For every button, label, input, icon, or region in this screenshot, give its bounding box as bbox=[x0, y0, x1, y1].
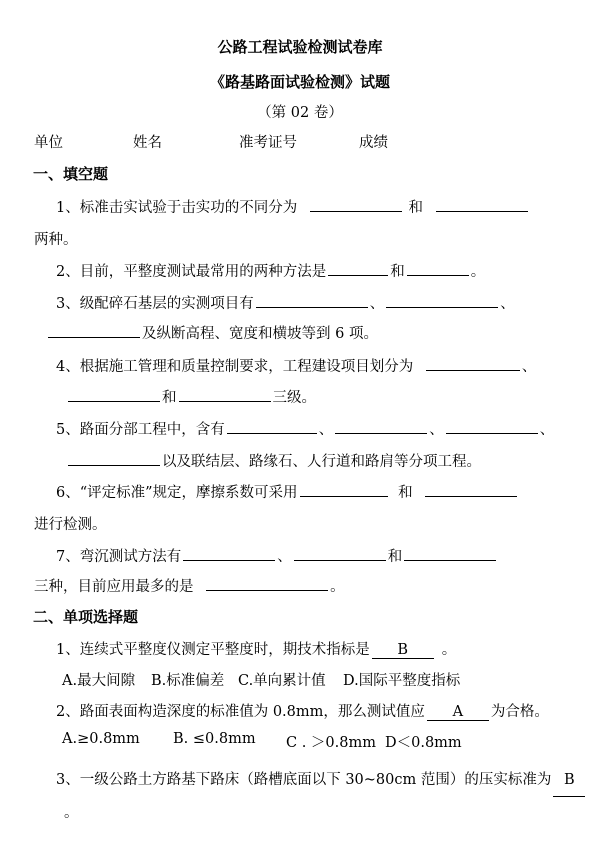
answer-blank[interactable] bbox=[310, 197, 402, 212]
answer-blank[interactable] bbox=[436, 197, 528, 212]
answer-blank[interactable] bbox=[256, 293, 368, 308]
s1-q5-line1: 5、路面分部工程中，含有 、 、 、 bbox=[56, 418, 554, 439]
answer-blank[interactable] bbox=[206, 576, 328, 591]
answer-blank[interactable] bbox=[404, 546, 496, 561]
s1-q2: 2、目前，平整度测试最常用的两种方法是 和 。 bbox=[56, 260, 485, 281]
answer-blank[interactable] bbox=[446, 419, 538, 434]
field-exam-id: 准考证号 bbox=[239, 135, 297, 151]
s2-q3: 3、一级公路土方路基下路床（路槽底面以下 30~80cm 范围）的压实标准为 B。 bbox=[56, 764, 596, 829]
answer-blank[interactable] bbox=[227, 419, 317, 434]
section1-heading: 一、填空题 bbox=[33, 165, 109, 183]
field-name: 姓名 bbox=[133, 135, 162, 151]
volume-number: （第 02 卷） bbox=[257, 105, 343, 121]
answer-blank[interactable] bbox=[183, 546, 275, 561]
option-c[interactable]: C . ＞0.8mm bbox=[286, 735, 376, 751]
field-unit: 单位 bbox=[34, 135, 63, 151]
answer-blank[interactable] bbox=[68, 387, 160, 402]
field-score: 成绩 bbox=[359, 135, 388, 151]
s2-q1: 1、连续式平整度仪测定平整度时，期技术指标是 B 。 bbox=[56, 642, 457, 658]
answer-blank[interactable] bbox=[48, 323, 140, 338]
answer-filled[interactable]: B bbox=[553, 764, 585, 797]
s1-q4-line1: 4、根据施工管理和质量控制要求，工程建设项目划分为 、 bbox=[56, 355, 536, 376]
answer-blank[interactable] bbox=[68, 451, 160, 466]
option-d[interactable]: D.国际平整度指标 bbox=[343, 673, 461, 689]
s1-q6-line1: 6、“评定标准”规定，摩擦系数可采用 和 bbox=[56, 481, 519, 502]
answer-blank[interactable] bbox=[425, 482, 517, 497]
s2-q2: 2、路面表面构造深度的标准值为 0.8mm，那么测试值应 A 为合格。 bbox=[56, 704, 549, 720]
option-b[interactable]: B. ≤0.8mm bbox=[173, 731, 256, 747]
s1-q4-line2: 和 三级。 bbox=[66, 386, 316, 407]
answer-blank[interactable] bbox=[328, 261, 388, 276]
answer-blank[interactable] bbox=[426, 356, 520, 371]
s1-q7-line1: 7、弯沉测试方法有 、 和 bbox=[56, 545, 498, 566]
option-a[interactable]: A.最大间隙 bbox=[62, 673, 136, 689]
s1-q1-line1: 1、标准击实试验于击实功的不同分为 和 bbox=[56, 196, 530, 217]
answer-blank[interactable] bbox=[407, 261, 469, 276]
option-d[interactable]: D＜0.8mm bbox=[385, 735, 462, 751]
s1-q3-line1: 3、级配碎石基层的实测项目有 、 、 bbox=[56, 292, 515, 313]
answer-blank[interactable] bbox=[300, 482, 388, 497]
answer-filled[interactable]: B bbox=[372, 642, 434, 659]
option-c[interactable]: C.单向累计值 bbox=[238, 673, 326, 689]
s1-q7-line2: 三种，目前应用最多的是 。 bbox=[34, 575, 345, 596]
s1-q1-line2: 两种。 bbox=[34, 232, 78, 248]
s1-q6-line2: 进行检测。 bbox=[34, 517, 107, 533]
exam-title: 公路工程试验检测试卷库 bbox=[217, 38, 383, 56]
answer-blank[interactable] bbox=[179, 387, 271, 402]
s1-q3-line2: 及纵断高程、宽度和横坡等到 6 项。 bbox=[46, 322, 378, 343]
option-a[interactable]: A.≥0.8mm bbox=[62, 731, 140, 747]
option-b[interactable]: B.标准偏差 bbox=[151, 673, 225, 689]
exam-subtitle: 《路基路面试验检测》试题 bbox=[209, 73, 390, 91]
answer-blank[interactable] bbox=[386, 293, 498, 308]
answer-filled[interactable]: A bbox=[427, 704, 489, 721]
section2-heading: 二、单项选择题 bbox=[33, 608, 139, 626]
answer-blank[interactable] bbox=[294, 546, 386, 561]
answer-blank[interactable] bbox=[335, 419, 427, 434]
s1-q5-line2: 以及联结层、路缘石、人行道和路肩等分项工程。 bbox=[66, 450, 481, 471]
